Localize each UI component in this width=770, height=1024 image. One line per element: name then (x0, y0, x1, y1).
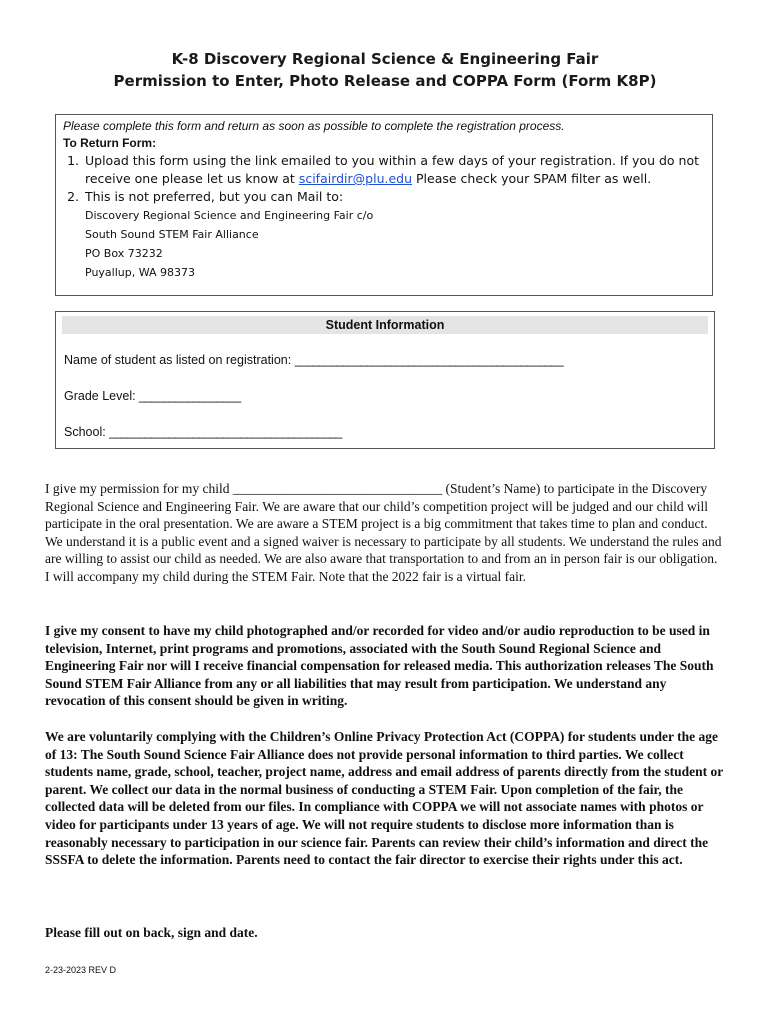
coppa-text: We are voluntarily complying with the Children’s Online Privacy Protection Act (COPPA) for students under the age of 13: The South Sound Science Fair Alliance does not provide personal information to third parties. We collect students name, grade, school, teacher, project name, address and email address of parents directly from the student or parent. We collect our data in the normal business of conducting a STEM Fair. Upon completion of the fair, the collected data will be deleted from our files. In compliance with COPPA we will not associate names with photos or video for participants under 13 years of age. We will not require students to disclose more information than is reasonably necessary to participation in our science fair. Parents can review their child’s information and direct the SSSFA to delete the information. Parents need to contact the fair director to exercise their rights under this act. (45, 729, 723, 868)
intro-text: Please complete this form and return as soon as possible to complete the registration process. (63, 119, 565, 133)
return-form-heading: To Return Form: (63, 136, 157, 150)
photo-consent-paragraph (45, 622, 725, 710)
email-link[interactable]: scifairdir@plu.edu (298, 171, 413, 186)
address-line: South Sound STEM Fair Alliance (85, 228, 259, 241)
coppa-paragraph (45, 728, 725, 869)
fill-out-instruction (45, 924, 725, 942)
address-line: PO Box 73232 (85, 247, 163, 260)
school-field[interactable] (64, 422, 708, 442)
document-title (0, 48, 770, 92)
address-line: Discovery Regional Science and Engineering Fair c/o (85, 209, 374, 222)
return-step-mail (83, 188, 705, 282)
address-line: Puyallup, WA 98373 (85, 266, 196, 279)
title-line-1: K-8 Discovery Regional Science & Engineering Fair (171, 50, 599, 68)
mailing-address (85, 206, 705, 282)
permission-text: I give my permission for my child _______________________________ (Student’s Name) to participate in the Discovery Regional Science and Engineering Fair. We are aware that our child’s competition project will be judged and our child will participate in the oral presentation. We are aware a STEM project is a big commitment that takes time to plan and conduct. We understand it is a public event and a signed waiver is necessary to participate by all students. We understand the rules and are willing to assist our child as needed. We are also aware that transportation to and from an in person fair is our obligation. I will accompany my child during the STEM Fair. Note that the 2022 fair is a virtual fair. (45, 481, 722, 584)
permission-paragraph (45, 480, 725, 586)
school-blank[interactable]: _______________________________________ (109, 425, 342, 439)
grade-level-label: Grade Level: (64, 389, 140, 403)
mail-step-text: This is not preferred, but you can Mail to: (85, 189, 344, 204)
fill-out-text: Please fill out on back, sign and date. (45, 925, 258, 940)
student-name-blank[interactable]: _____________________________________________ (294, 353, 563, 367)
revision-label: 2-23-2023 REV D (45, 965, 117, 975)
consent-text: I give my consent to have my child photographed and/or recorded for video and/or audio reproduction to be used in television, Internet, print programs and promotions, associated with the South Sound Regional Science and Engineering Fair nor will I receive financial compensation for released media. This authorization releases The South Sound STEM Fair Alliance from any or all liabilities that may result from participation. We understand any revocation of this consent should be given in writing. (45, 623, 714, 709)
return-instructions-box (55, 114, 713, 296)
upload-step-text: Upload this form using the link emailed to you within a few days of your registration. If you do not receive one please let us know at (85, 153, 699, 186)
student-name-field[interactable] (64, 350, 708, 370)
student-name-label: Name of student as listed on registration: (64, 353, 295, 367)
title-line-2: Permission to Enter, Photo Release and COPPA Form (Form K8P) (113, 72, 657, 90)
student-information-box (55, 311, 715, 449)
student-info-header: Student Information (62, 316, 708, 334)
return-steps-list (63, 152, 705, 282)
school-label: School: (64, 425, 110, 439)
grade-level-field[interactable] (64, 386, 708, 406)
spam-note: Please check your SPAM filter as well. (412, 171, 652, 186)
grade-level-blank[interactable]: _________________ (139, 389, 241, 403)
return-step-upload (83, 152, 705, 188)
